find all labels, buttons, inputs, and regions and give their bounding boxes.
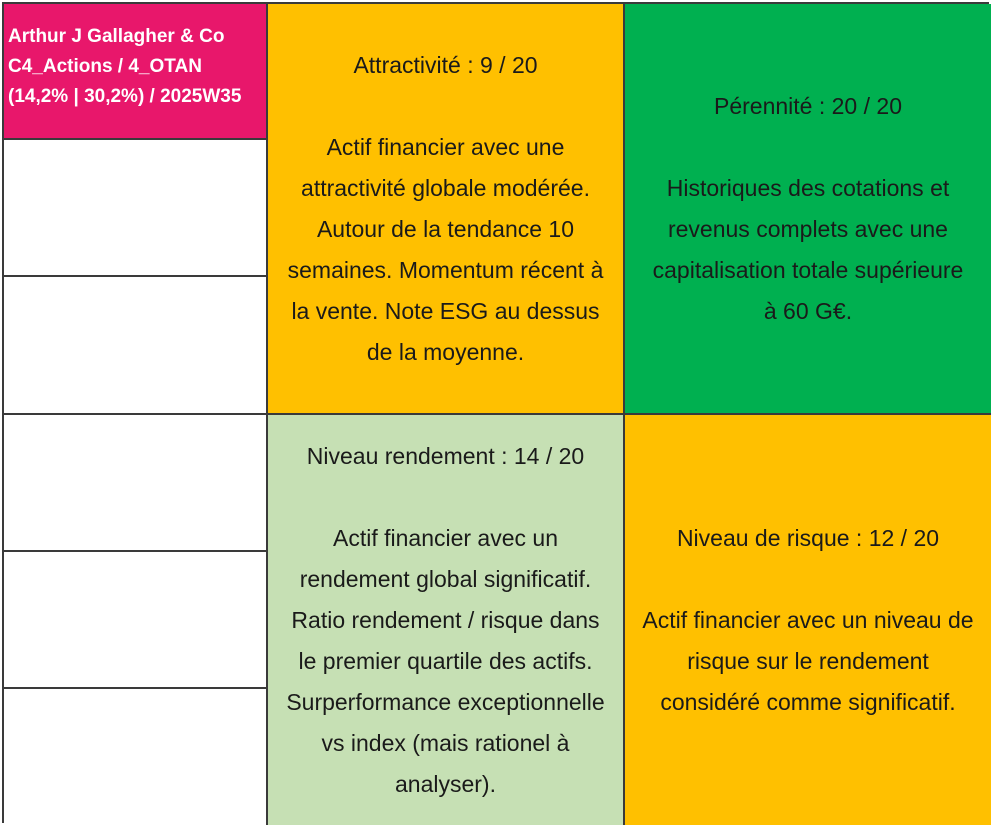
- attractivite-cell: [268, 4, 625, 413]
- empty-cell: [4, 689, 266, 827]
- perennite-cell: [625, 4, 991, 413]
- rendement-heading: Niveau rendement : 14 / 20: [306, 442, 585, 469]
- rendement-cell: [268, 413, 625, 825]
- attractivite-heading: Attractivité : 9 / 20: [353, 51, 538, 78]
- score-grid: [2, 2, 989, 823]
- asset-category: C4_Actions / 4_OTAN: [8, 56, 202, 77]
- risque-description: Actif financier avec un niveau de risque sur le rendement considéré comme significatif.: [642, 606, 974, 715]
- risque-heading: Niveau de risque : 12 / 20: [676, 524, 940, 551]
- perennite-heading: Pérennité : 20 / 20: [714, 92, 902, 119]
- empty-cell: [4, 415, 266, 552]
- asset-stats: (14,2% | 30,2%) / 2025W35: [8, 86, 242, 107]
- left-column-bottom: [4, 413, 268, 825]
- empty-cell: [4, 140, 266, 277]
- risque-cell: [625, 413, 991, 825]
- empty-cell: [4, 277, 266, 413]
- perennite-description: Historiques des cotations et revenus complets avec une capitalisation totale supérieure à 60 G€.: [652, 174, 964, 324]
- asset-title-cell: [4, 4, 266, 140]
- rendement-description: Actif financier avec un rendement global significatif. Ratio rendement / risque dans le premier quartile des actifs. Surperformance exceptionnelle vs index (mais rationel à analyser).: [286, 524, 605, 797]
- empty-cell: [4, 552, 266, 689]
- asset-name: Arthur J Gallagher & Co: [8, 26, 225, 47]
- attractivite-description: Actif financier avec une attractivité globale modérée. Autour de la tendance 10 semaines. Momentum récent à la vente. Note ESG au dessus de la moyenne.: [287, 133, 604, 365]
- left-column-top: [4, 4, 268, 413]
